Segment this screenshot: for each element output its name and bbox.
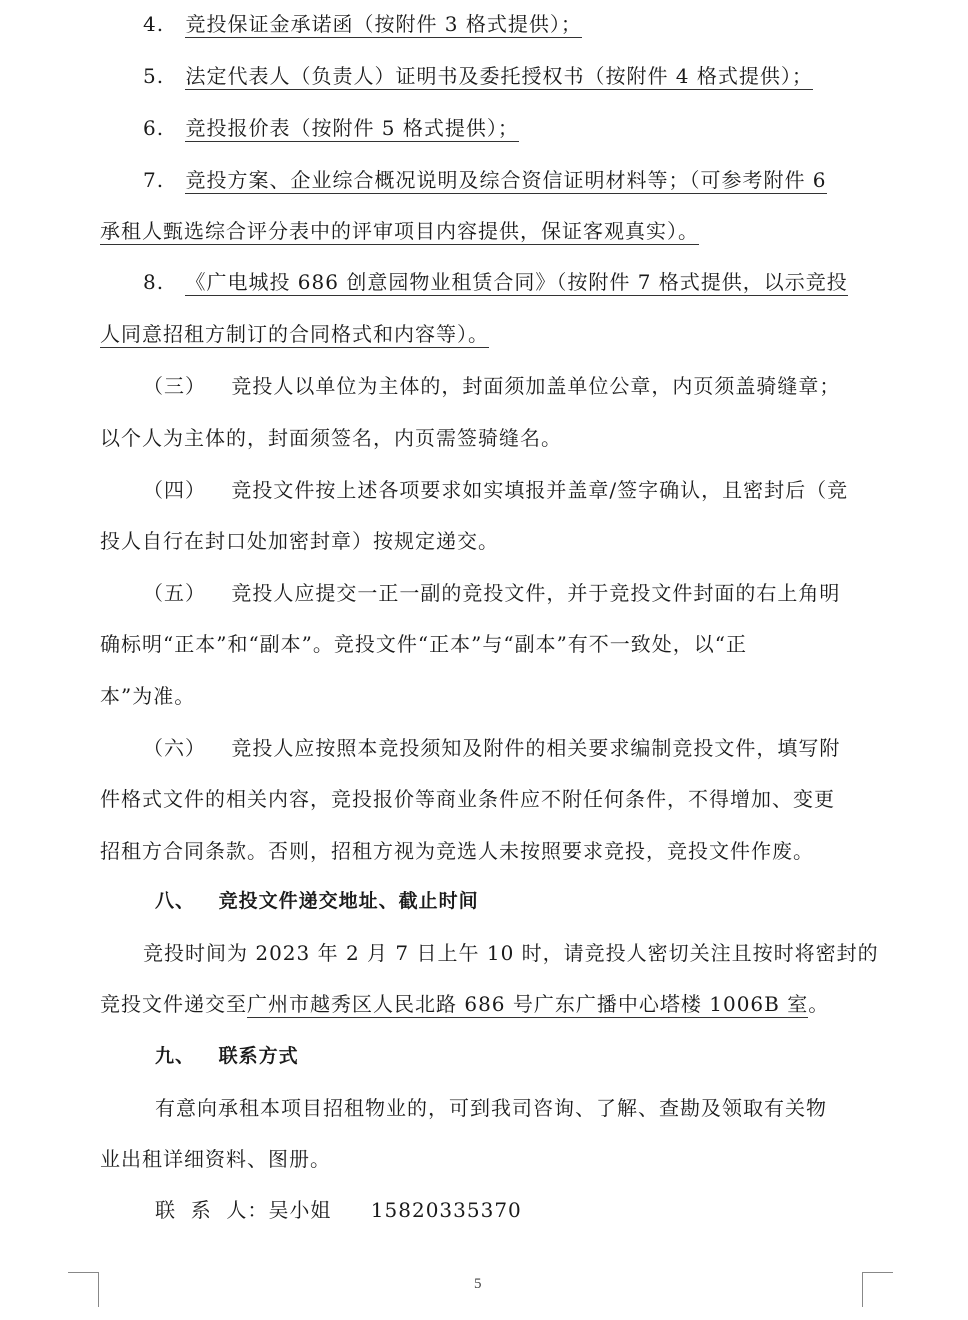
paragraph-6 [143, 734, 840, 762]
section-title: 联系方式 [218, 1045, 299, 1067]
address-prefix: 竞投文件递交至 [100, 992, 247, 1016]
address: 广州市越秀区人民北路 686 号广东广播中心塔楼 1006B 室 [247, 992, 809, 1016]
item-number: 6. [143, 116, 165, 140]
section-8-address-line [100, 990, 829, 1018]
item-number: 4. [143, 12, 165, 36]
crop-mark-right [862, 1272, 893, 1307]
section-8-text: 竞投时间为 2023 年 2 月 7 日上午 10 时，请竞投人密切关注且按时将密封的 [143, 941, 879, 965]
section-9-text: 业出租详细资料、图册。 [100, 1147, 331, 1171]
item-8 [143, 268, 848, 296]
contact-line [155, 1196, 522, 1224]
paragraph-label: （三） [143, 374, 206, 398]
paragraph-4 [143, 476, 848, 504]
paragraph-text: 以个人为主体的，封面须签名，内页需签骑缝名。 [100, 426, 562, 450]
paragraph-text: 竞投人应按照本竞投须知及附件的相关要求编制竞投文件，填写附 [231, 736, 841, 760]
paragraph-text: 竞投人应提交一正一副的竞投文件，并于竞投文件封面的右上角明 [231, 581, 841, 605]
contact-phone: 15820335370 [370, 1198, 522, 1222]
item-6 [143, 114, 519, 142]
item-text: 竞投保证金承诺函（按附件 3 格式提供）； [185, 12, 582, 36]
item-7 [143, 166, 827, 194]
item-number: 7. [143, 168, 165, 192]
paragraph-text: 竞投人以单位为主体的，封面须加盖单位公章，内页须盖骑缝章； [231, 374, 841, 398]
item-number: 8. [143, 270, 165, 294]
paragraph-text: 件格式文件的相关内容，竞投报价等商业条件应不附任何条件，不得增加、变更 [100, 787, 835, 811]
address-end: 。 [808, 992, 830, 1016]
item-text-line2: 人同意招租方制订的合同格式和内容等）。 [100, 322, 489, 346]
paragraph-3 [143, 372, 840, 400]
item-8-continued [100, 320, 489, 348]
section-title: 竞投文件递交地址、截止时间 [218, 890, 479, 912]
section-9-text: 有意向承租本项目招租物业的，可到我司咨询、了解、查勘及领取有关物 [155, 1096, 827, 1120]
paragraph-text: 投人自行在封口处加密封章）按规定递交。 [100, 529, 499, 553]
paragraph-text: 招租方合同条款。否则，招租方视为竞选人未按照要求竞投，竞投文件作废。 [100, 839, 814, 863]
item-5 [143, 62, 813, 90]
section-heading-9 [155, 1042, 299, 1070]
paragraph-label: （四） [143, 478, 206, 502]
item-text: 竞投报价表（按附件 5 格式提供）； [185, 116, 519, 140]
crop-mark-left [68, 1272, 99, 1307]
section-number: 八、 [155, 890, 196, 912]
paragraph-5 [143, 579, 840, 607]
item-text-line1: 竞投方案、企业综合概况说明及综合资信证明材料等；（可参考附件 6 [185, 168, 827, 192]
item-number: 5. [143, 64, 165, 88]
item-text-line2: 承租人甄选综合评分表中的评审项目内容提供，保证客观真实）。 [100, 219, 699, 243]
section-number: 九、 [155, 1045, 196, 1067]
paragraph-text: 竞投文件按上述各项要求如实填报并盖章/签字确认，且密封后（竞 [231, 478, 849, 502]
paragraph-label: （五） [143, 581, 206, 605]
item-text-line1: 《广电城投 686 创意园物业租赁合同》（按附件 7 格式提供，以示竞投 [185, 270, 848, 294]
paragraph-text: 本”为准。 [100, 684, 196, 708]
page-number: 5 [474, 1276, 482, 1292]
contact-label: 联 系 人： [155, 1198, 269, 1222]
item-4 [143, 10, 582, 38]
item-7-continued [100, 217, 699, 245]
paragraph-label: （六） [143, 736, 206, 760]
item-text: 法定代表人（负责人）证明书及委托授权书（按附件 4 格式提供）； [185, 64, 813, 88]
contact-name: 吴小姐 [268, 1198, 332, 1222]
section-heading-8 [155, 887, 479, 915]
paragraph-text: 确标明“正本”和“副本”。竞投文件“正本”与“副本”有不一致处，以“正 [100, 632, 748, 656]
